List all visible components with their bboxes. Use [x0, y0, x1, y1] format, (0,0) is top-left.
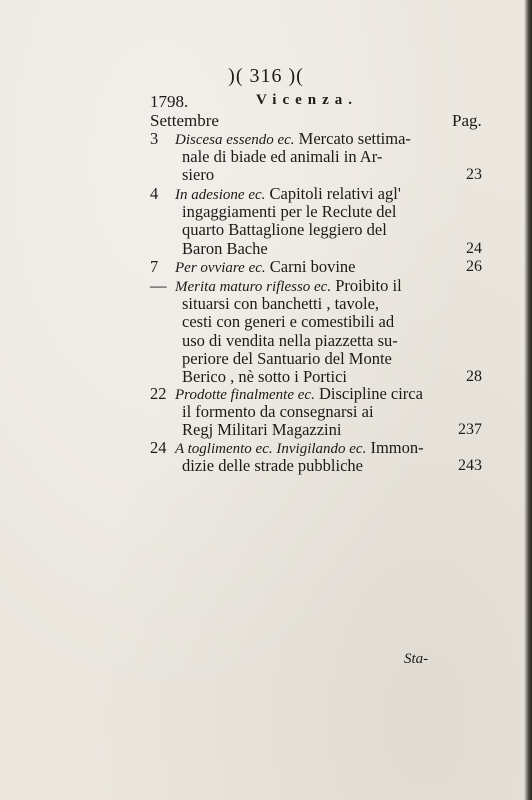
- entry-first-line: [150, 130, 480, 148]
- entry-line: Baron Bache 24: [182, 238, 482, 258]
- entry-line: periore del Santuario del Monte: [182, 348, 392, 368]
- entry-day: —: [150, 276, 167, 295]
- entry-text: Immon-: [370, 438, 424, 457]
- city-heading: Vicenza.: [256, 92, 359, 108]
- entry-line: cesti con generi e comestibili ad: [182, 312, 395, 332]
- entry-line: Berico , nè sotto i Portici 28: [182, 366, 482, 386]
- entry-line: situarsi con banchetti , tavole,: [182, 294, 380, 314]
- entry-text: Proibito il: [335, 276, 402, 295]
- entry-page: 23: [466, 166, 482, 184]
- entry-incipit: Prodotte finalmente ec.: [175, 387, 315, 403]
- index-entry: [150, 277, 480, 386]
- entry-page: 26: [466, 258, 482, 275]
- entry-first-line: [150, 385, 480, 403]
- index-entry: [150, 258, 480, 276]
- index-entry: [150, 185, 480, 258]
- index-entry: [150, 439, 480, 475]
- entry-day: 3: [150, 129, 159, 148]
- page-edge-shadow: [524, 0, 532, 800]
- entry-text: Discipline circa: [318, 384, 423, 403]
- page-column-label: Pag.: [452, 111, 482, 130]
- entry-day: 4: [150, 184, 159, 203]
- entry-line: quarto Battaglione leggiero del: [182, 220, 387, 240]
- entry-text: Carni bovine: [269, 257, 356, 276]
- entry-line: il formento da consegnarsi ai: [182, 402, 374, 422]
- entry-day: 7: [150, 257, 159, 276]
- entry-day: 24: [150, 438, 167, 457]
- entry-line: Regj Militari Magazzini 237: [182, 420, 482, 440]
- entry-day: 22: [150, 384, 167, 403]
- year-heading: 1798.: [150, 92, 189, 111]
- entry-text: Mercato settima-: [298, 129, 411, 148]
- month-heading: Settembre: [150, 111, 219, 130]
- entry-page: 237: [458, 421, 482, 439]
- entry-incipit: Merita maturo riflesso ec.: [175, 279, 332, 295]
- entry-text: Capitoli relativi agl': [269, 184, 401, 203]
- entry-line: dizie delle strade pubbliche 243: [182, 456, 482, 476]
- entry-incipit: In adesione ec.: [175, 187, 266, 203]
- entry-line: nale di biade ed animali in Ar-: [182, 147, 383, 167]
- entry-first-line: [150, 258, 480, 276]
- entry-page: 243: [458, 457, 482, 475]
- entry-line: ingaggiamenti per le Reclute del: [182, 202, 397, 222]
- page-number: )( 316 )(: [228, 65, 304, 87]
- entry-first-line: [150, 277, 480, 295]
- entry-first-line: [150, 185, 480, 203]
- entry-incipit: Per ovviare ec.: [175, 260, 266, 276]
- entry-incipit: A toglimento ec. Invigilando ec.: [175, 441, 367, 457]
- entry-incipit: Discesa essendo ec.: [175, 132, 295, 148]
- entry-page: 28: [466, 367, 482, 385]
- entry-line: uso di vendita nella piazzetta su-: [182, 330, 398, 350]
- entry-line: siero 23: [182, 165, 482, 185]
- catchword: Sta-: [404, 651, 429, 667]
- entry-first-line: [150, 439, 480, 457]
- index-entry: [150, 130, 480, 185]
- index-entry: [150, 385, 480, 440]
- entry-page: 24: [466, 239, 482, 257]
